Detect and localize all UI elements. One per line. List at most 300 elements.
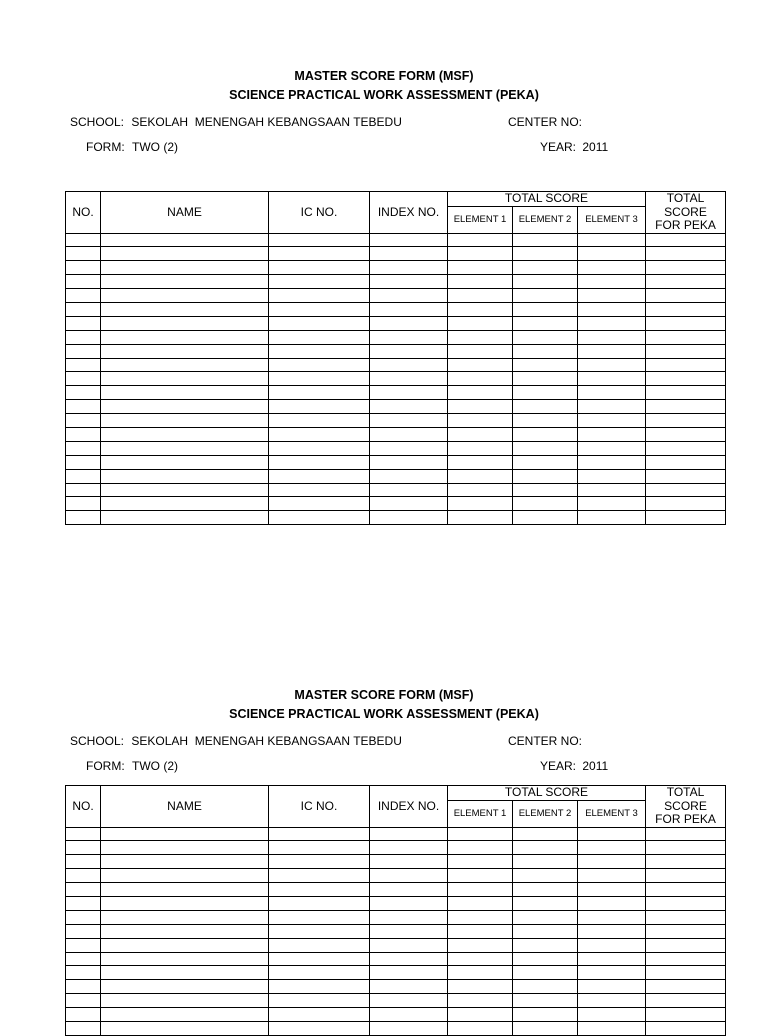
name-cell[interactable] <box>101 247 269 261</box>
element-2-cell[interactable] <box>513 316 578 330</box>
no-cell[interactable] <box>66 414 101 428</box>
index-cell[interactable] <box>370 441 448 455</box>
ic-cell[interactable] <box>269 455 370 469</box>
index-cell[interactable] <box>370 330 448 344</box>
ic-cell[interactable] <box>269 952 370 966</box>
year-value: 2011 <box>582 759 609 773</box>
ic-cell[interactable] <box>269 980 370 994</box>
element-2-cell[interactable] <box>513 247 578 261</box>
peka-score-cell[interactable] <box>646 511 726 525</box>
element-3-cell[interactable] <box>578 896 646 910</box>
element-2-cell[interactable] <box>513 994 578 1008</box>
element-3-cell[interactable] <box>578 924 646 938</box>
no-cell[interactable] <box>66 455 101 469</box>
element-3-cell[interactable] <box>578 247 646 261</box>
no-cell[interactable] <box>66 883 101 897</box>
element-2-cell[interactable] <box>513 289 578 303</box>
peka-score-cell[interactable] <box>646 261 726 275</box>
name-cell[interactable] <box>101 994 269 1008</box>
ic-cell[interactable] <box>269 414 370 428</box>
peka-score-cell[interactable] <box>646 896 726 910</box>
table-row <box>66 952 726 966</box>
peka-score-cell[interactable] <box>646 289 726 303</box>
element-1-cell[interactable] <box>448 855 513 869</box>
peka-score-cell[interactable] <box>646 233 726 247</box>
index-cell[interactable] <box>370 427 448 441</box>
peka-score-cell[interactable] <box>646 827 726 841</box>
element-1-cell[interactable] <box>448 427 513 441</box>
element-2-cell[interactable] <box>513 386 578 400</box>
index-cell[interactable] <box>370 896 448 910</box>
name-cell[interactable] <box>101 841 269 855</box>
element-3-cell[interactable] <box>578 938 646 952</box>
peka-score-cell[interactable] <box>646 883 726 897</box>
name-cell[interactable] <box>101 414 269 428</box>
ic-cell[interactable] <box>269 441 370 455</box>
element-2-cell[interactable] <box>513 497 578 511</box>
index-cell[interactable] <box>370 938 448 952</box>
element-1-cell[interactable] <box>448 316 513 330</box>
peka-score-cell[interactable] <box>646 414 726 428</box>
element-1-cell[interactable] <box>448 261 513 275</box>
index-cell[interactable] <box>370 372 448 386</box>
no-cell[interactable] <box>66 910 101 924</box>
name-cell[interactable] <box>101 302 269 316</box>
peka-score-cell[interactable] <box>646 994 726 1008</box>
no-cell[interactable] <box>66 358 101 372</box>
ic-cell[interactable] <box>269 386 370 400</box>
element-1-cell[interactable] <box>448 883 513 897</box>
peka-score-cell[interactable] <box>646 441 726 455</box>
table-row <box>66 441 726 455</box>
index-cell[interactable] <box>370 261 448 275</box>
index-cell[interactable] <box>370 883 448 897</box>
peka-score-cell[interactable] <box>646 358 726 372</box>
element-3-cell[interactable] <box>578 1008 646 1022</box>
no-cell[interactable] <box>66 427 101 441</box>
year-label: YEAR: <box>540 140 577 154</box>
element-1-cell[interactable] <box>448 233 513 247</box>
no-cell[interactable] <box>66 511 101 525</box>
col-element-3-header: ELEMENT 3 <box>578 206 646 233</box>
no-cell[interactable] <box>66 994 101 1008</box>
element-3-cell[interactable] <box>578 855 646 869</box>
name-cell[interactable] <box>101 275 269 289</box>
element-1-cell[interactable] <box>448 483 513 497</box>
element-3-cell[interactable] <box>578 841 646 855</box>
element-1-cell[interactable] <box>448 372 513 386</box>
element-2-cell[interactable] <box>513 427 578 441</box>
element-2-cell[interactable] <box>513 400 578 414</box>
element-1-cell[interactable] <box>448 869 513 883</box>
ic-cell[interactable] <box>269 289 370 303</box>
no-cell[interactable] <box>66 841 101 855</box>
element-2-cell[interactable] <box>513 261 578 275</box>
no-cell[interactable] <box>66 386 101 400</box>
element-2-cell[interactable] <box>513 233 578 247</box>
index-cell[interactable] <box>370 344 448 358</box>
no-cell[interactable] <box>66 400 101 414</box>
element-1-cell[interactable] <box>448 511 513 525</box>
element-3-cell[interactable] <box>578 261 646 275</box>
no-cell[interactable] <box>66 1008 101 1022</box>
element-3-cell[interactable] <box>578 414 646 428</box>
name-cell[interactable] <box>101 289 269 303</box>
peka-header-line-2: SCORE <box>664 204 707 219</box>
no-cell[interactable] <box>66 497 101 511</box>
no-cell[interactable] <box>66 952 101 966</box>
peka-score-cell[interactable] <box>646 386 726 400</box>
element-3-cell[interactable] <box>578 455 646 469</box>
element-1-cell[interactable] <box>448 827 513 841</box>
index-cell[interactable] <box>370 952 448 966</box>
element-1-cell[interactable] <box>448 441 513 455</box>
element-3-cell[interactable] <box>578 344 646 358</box>
name-cell[interactable] <box>101 372 269 386</box>
no-cell[interactable] <box>66 980 101 994</box>
ic-cell[interactable] <box>269 994 370 1008</box>
index-cell[interactable] <box>370 386 448 400</box>
peka-score-cell[interactable] <box>646 952 726 966</box>
name-cell[interactable] <box>101 511 269 525</box>
index-cell[interactable] <box>370 841 448 855</box>
element-2-cell[interactable] <box>513 938 578 952</box>
no-cell[interactable] <box>66 330 101 344</box>
element-1-cell[interactable] <box>448 994 513 1008</box>
element-1-cell[interactable] <box>448 414 513 428</box>
no-cell[interactable] <box>66 896 101 910</box>
ic-cell[interactable] <box>269 427 370 441</box>
ic-cell[interactable] <box>269 883 370 897</box>
element-3-cell[interactable] <box>578 910 646 924</box>
index-cell[interactable] <box>370 316 448 330</box>
element-1-cell[interactable] <box>448 400 513 414</box>
element-2-cell[interactable] <box>513 414 578 428</box>
index-cell[interactable] <box>370 966 448 980</box>
ic-cell[interactable] <box>269 827 370 841</box>
index-cell[interactable] <box>370 358 448 372</box>
index-cell[interactable] <box>370 924 448 938</box>
index-cell[interactable] <box>370 994 448 1008</box>
ic-cell[interactable] <box>269 233 370 247</box>
element-3-cell[interactable] <box>578 483 646 497</box>
name-cell[interactable] <box>101 896 269 910</box>
element-2-cell[interactable] <box>513 1008 578 1022</box>
element-3-cell[interactable] <box>578 511 646 525</box>
table-row <box>66 1008 726 1022</box>
ic-cell[interactable] <box>269 483 370 497</box>
index-cell[interactable] <box>370 275 448 289</box>
index-cell[interactable] <box>370 1008 448 1022</box>
peka-score-cell[interactable] <box>646 980 726 994</box>
name-cell[interactable] <box>101 316 269 330</box>
element-1-cell[interactable] <box>448 952 513 966</box>
element-3-cell[interactable] <box>578 980 646 994</box>
ic-cell[interactable] <box>269 372 370 386</box>
element-3-cell[interactable] <box>578 316 646 330</box>
element-2-cell[interactable] <box>513 455 578 469</box>
index-cell[interactable] <box>370 400 448 414</box>
element-3-cell[interactable] <box>578 869 646 883</box>
element-3-cell[interactable] <box>578 469 646 483</box>
peka-score-cell[interactable] <box>646 469 726 483</box>
no-cell[interactable] <box>66 302 101 316</box>
no-cell[interactable] <box>66 275 101 289</box>
peka-score-cell[interactable] <box>646 344 726 358</box>
element-2-cell[interactable] <box>513 966 578 980</box>
ic-cell[interactable] <box>269 841 370 855</box>
ic-cell[interactable] <box>269 924 370 938</box>
element-1-cell[interactable] <box>448 386 513 400</box>
index-cell[interactable] <box>370 233 448 247</box>
element-3-cell[interactable] <box>578 994 646 1008</box>
no-cell[interactable] <box>66 247 101 261</box>
element-1-cell[interactable] <box>448 938 513 952</box>
ic-cell[interactable] <box>269 896 370 910</box>
element-1-cell[interactable] <box>448 469 513 483</box>
element-1-cell[interactable] <box>448 910 513 924</box>
index-cell[interactable] <box>370 910 448 924</box>
name-cell[interactable] <box>101 924 269 938</box>
element-2-cell[interactable] <box>513 855 578 869</box>
center-field <box>508 734 582 748</box>
table-row <box>66 247 726 261</box>
ic-cell[interactable] <box>269 302 370 316</box>
name-cell[interactable] <box>101 427 269 441</box>
element-1-cell[interactable] <box>448 980 513 994</box>
name-cell[interactable] <box>101 344 269 358</box>
element-1-cell[interactable] <box>448 1008 513 1022</box>
ic-cell[interactable] <box>269 247 370 261</box>
element-3-cell[interactable] <box>578 386 646 400</box>
no-cell[interactable] <box>66 316 101 330</box>
ic-cell[interactable] <box>269 938 370 952</box>
no-cell[interactable] <box>66 469 101 483</box>
no-cell[interactable] <box>66 869 101 883</box>
index-cell[interactable] <box>370 497 448 511</box>
no-cell[interactable] <box>66 289 101 303</box>
school-value: SEKOLAH MENENGAH KEBANGSAAN TEBEDU <box>131 115 402 129</box>
peka-score-cell[interactable] <box>646 966 726 980</box>
element-2-cell[interactable] <box>513 910 578 924</box>
element-3-cell[interactable] <box>578 302 646 316</box>
element-2-cell[interactable] <box>513 372 578 386</box>
form-label: FORM: <box>86 759 125 773</box>
element-2-cell[interactable] <box>513 869 578 883</box>
index-cell[interactable] <box>370 455 448 469</box>
peka-score-cell[interactable] <box>646 302 726 316</box>
element-2-cell[interactable] <box>513 952 578 966</box>
element-1-cell[interactable] <box>448 302 513 316</box>
index-cell[interactable] <box>370 980 448 994</box>
index-cell[interactable] <box>370 247 448 261</box>
peka-score-cell[interactable] <box>646 841 726 855</box>
element-1-cell[interactable] <box>448 344 513 358</box>
peka-score-cell[interactable] <box>646 855 726 869</box>
name-cell[interactable] <box>101 455 269 469</box>
name-cell[interactable] <box>101 233 269 247</box>
element-3-cell[interactable] <box>578 358 646 372</box>
peka-score-cell[interactable] <box>646 427 726 441</box>
element-2-cell[interactable] <box>513 896 578 910</box>
element-3-cell[interactable] <box>578 441 646 455</box>
name-cell[interactable] <box>101 966 269 980</box>
table-row <box>66 289 726 303</box>
ic-cell[interactable] <box>269 469 370 483</box>
table-row <box>66 938 726 952</box>
score-table <box>65 191 726 525</box>
element-2-cell[interactable] <box>513 358 578 372</box>
no-cell[interactable] <box>66 483 101 497</box>
name-cell[interactable] <box>101 386 269 400</box>
no-cell[interactable] <box>66 966 101 980</box>
no-cell[interactable] <box>66 233 101 247</box>
ic-cell[interactable] <box>269 261 370 275</box>
element-2-cell[interactable] <box>513 330 578 344</box>
name-cell[interactable] <box>101 869 269 883</box>
element-2-cell[interactable] <box>513 469 578 483</box>
no-cell[interactable] <box>66 924 101 938</box>
name-cell[interactable] <box>101 261 269 275</box>
element-1-cell[interactable] <box>448 358 513 372</box>
index-cell[interactable] <box>370 869 448 883</box>
ic-cell[interactable] <box>269 869 370 883</box>
ic-cell[interactable] <box>269 910 370 924</box>
element-1-cell[interactable] <box>448 966 513 980</box>
name-cell[interactable] <box>101 400 269 414</box>
element-1-cell[interactable] <box>448 330 513 344</box>
element-3-cell[interactable] <box>578 883 646 897</box>
name-cell[interactable] <box>101 952 269 966</box>
no-cell[interactable] <box>66 261 101 275</box>
ic-cell[interactable] <box>269 330 370 344</box>
element-3-cell[interactable] <box>578 289 646 303</box>
element-2-cell[interactable] <box>513 441 578 455</box>
index-cell[interactable] <box>370 855 448 869</box>
name-cell[interactable] <box>101 883 269 897</box>
index-cell[interactable] <box>370 511 448 525</box>
ic-cell[interactable] <box>269 497 370 511</box>
element-2-cell[interactable] <box>513 980 578 994</box>
element-1-cell[interactable] <box>448 289 513 303</box>
element-2-cell[interactable] <box>513 344 578 358</box>
name-cell[interactable] <box>101 497 269 511</box>
peka-score-cell[interactable] <box>646 372 726 386</box>
table-row <box>66 330 726 344</box>
element-1-cell[interactable] <box>448 497 513 511</box>
element-3-cell[interactable] <box>578 372 646 386</box>
element-2-cell[interactable] <box>513 483 578 497</box>
element-2-cell[interactable] <box>513 883 578 897</box>
peka-score-cell[interactable] <box>646 400 726 414</box>
no-cell[interactable] <box>66 441 101 455</box>
element-2-cell[interactable] <box>513 275 578 289</box>
table-row <box>66 400 726 414</box>
element-2-cell[interactable] <box>513 827 578 841</box>
ic-cell[interactable] <box>269 855 370 869</box>
name-cell[interactable] <box>101 938 269 952</box>
element-1-cell[interactable] <box>448 841 513 855</box>
name-cell[interactable] <box>101 1008 269 1022</box>
element-3-cell[interactable] <box>578 400 646 414</box>
element-2-cell[interactable] <box>513 924 578 938</box>
element-3-cell[interactable] <box>578 330 646 344</box>
peka-score-cell[interactable] <box>646 316 726 330</box>
name-cell[interactable] <box>101 483 269 497</box>
peka-score-cell[interactable] <box>646 938 726 952</box>
element-3-cell[interactable] <box>578 966 646 980</box>
element-1-cell[interactable] <box>448 275 513 289</box>
no-cell[interactable] <box>66 855 101 869</box>
element-3-cell[interactable] <box>578 497 646 511</box>
element-2-cell[interactable] <box>513 302 578 316</box>
year-field <box>540 140 608 154</box>
ic-cell[interactable] <box>269 966 370 980</box>
ic-cell[interactable] <box>269 400 370 414</box>
col-element-2-header: ELEMENT 2 <box>513 206 578 233</box>
peka-score-cell[interactable] <box>646 455 726 469</box>
ic-cell[interactable] <box>269 511 370 525</box>
name-cell[interactable] <box>101 910 269 924</box>
school-field <box>70 734 402 748</box>
ic-cell[interactable] <box>269 1008 370 1022</box>
index-cell[interactable] <box>370 289 448 303</box>
name-cell[interactable] <box>101 827 269 841</box>
peka-score-cell[interactable] <box>646 910 726 924</box>
table-row <box>66 896 726 910</box>
no-cell[interactable] <box>66 344 101 358</box>
index-cell[interactable] <box>370 414 448 428</box>
element-1-cell[interactable] <box>448 247 513 261</box>
no-cell[interactable] <box>66 938 101 952</box>
element-3-cell[interactable] <box>578 952 646 966</box>
element-1-cell[interactable] <box>448 455 513 469</box>
peka-score-cell[interactable] <box>646 483 726 497</box>
peka-score-cell[interactable] <box>646 247 726 261</box>
index-cell[interactable] <box>370 302 448 316</box>
ic-cell[interactable] <box>269 344 370 358</box>
name-cell[interactable] <box>101 358 269 372</box>
element-3-cell[interactable] <box>578 827 646 841</box>
peka-score-cell[interactable] <box>646 497 726 511</box>
index-cell[interactable] <box>370 469 448 483</box>
ic-cell[interactable] <box>269 358 370 372</box>
peka-score-cell[interactable] <box>646 330 726 344</box>
element-3-cell[interactable] <box>578 275 646 289</box>
ic-cell[interactable] <box>269 316 370 330</box>
peka-score-cell[interactable] <box>646 1008 726 1022</box>
index-cell[interactable] <box>370 483 448 497</box>
name-cell[interactable] <box>101 330 269 344</box>
name-cell[interactable] <box>101 441 269 455</box>
name-cell[interactable] <box>101 469 269 483</box>
element-2-cell[interactable] <box>513 841 578 855</box>
no-cell[interactable] <box>66 827 101 841</box>
peka-score-cell[interactable] <box>646 924 726 938</box>
element-1-cell[interactable] <box>448 896 513 910</box>
name-cell[interactable] <box>101 855 269 869</box>
index-cell[interactable] <box>370 827 448 841</box>
element-1-cell[interactable] <box>448 924 513 938</box>
peka-score-cell[interactable] <box>646 275 726 289</box>
element-3-cell[interactable] <box>578 233 646 247</box>
no-cell[interactable] <box>66 372 101 386</box>
name-cell[interactable] <box>101 980 269 994</box>
ic-cell[interactable] <box>269 275 370 289</box>
element-2-cell[interactable] <box>513 511 578 525</box>
element-3-cell[interactable] <box>578 427 646 441</box>
peka-score-cell[interactable] <box>646 869 726 883</box>
